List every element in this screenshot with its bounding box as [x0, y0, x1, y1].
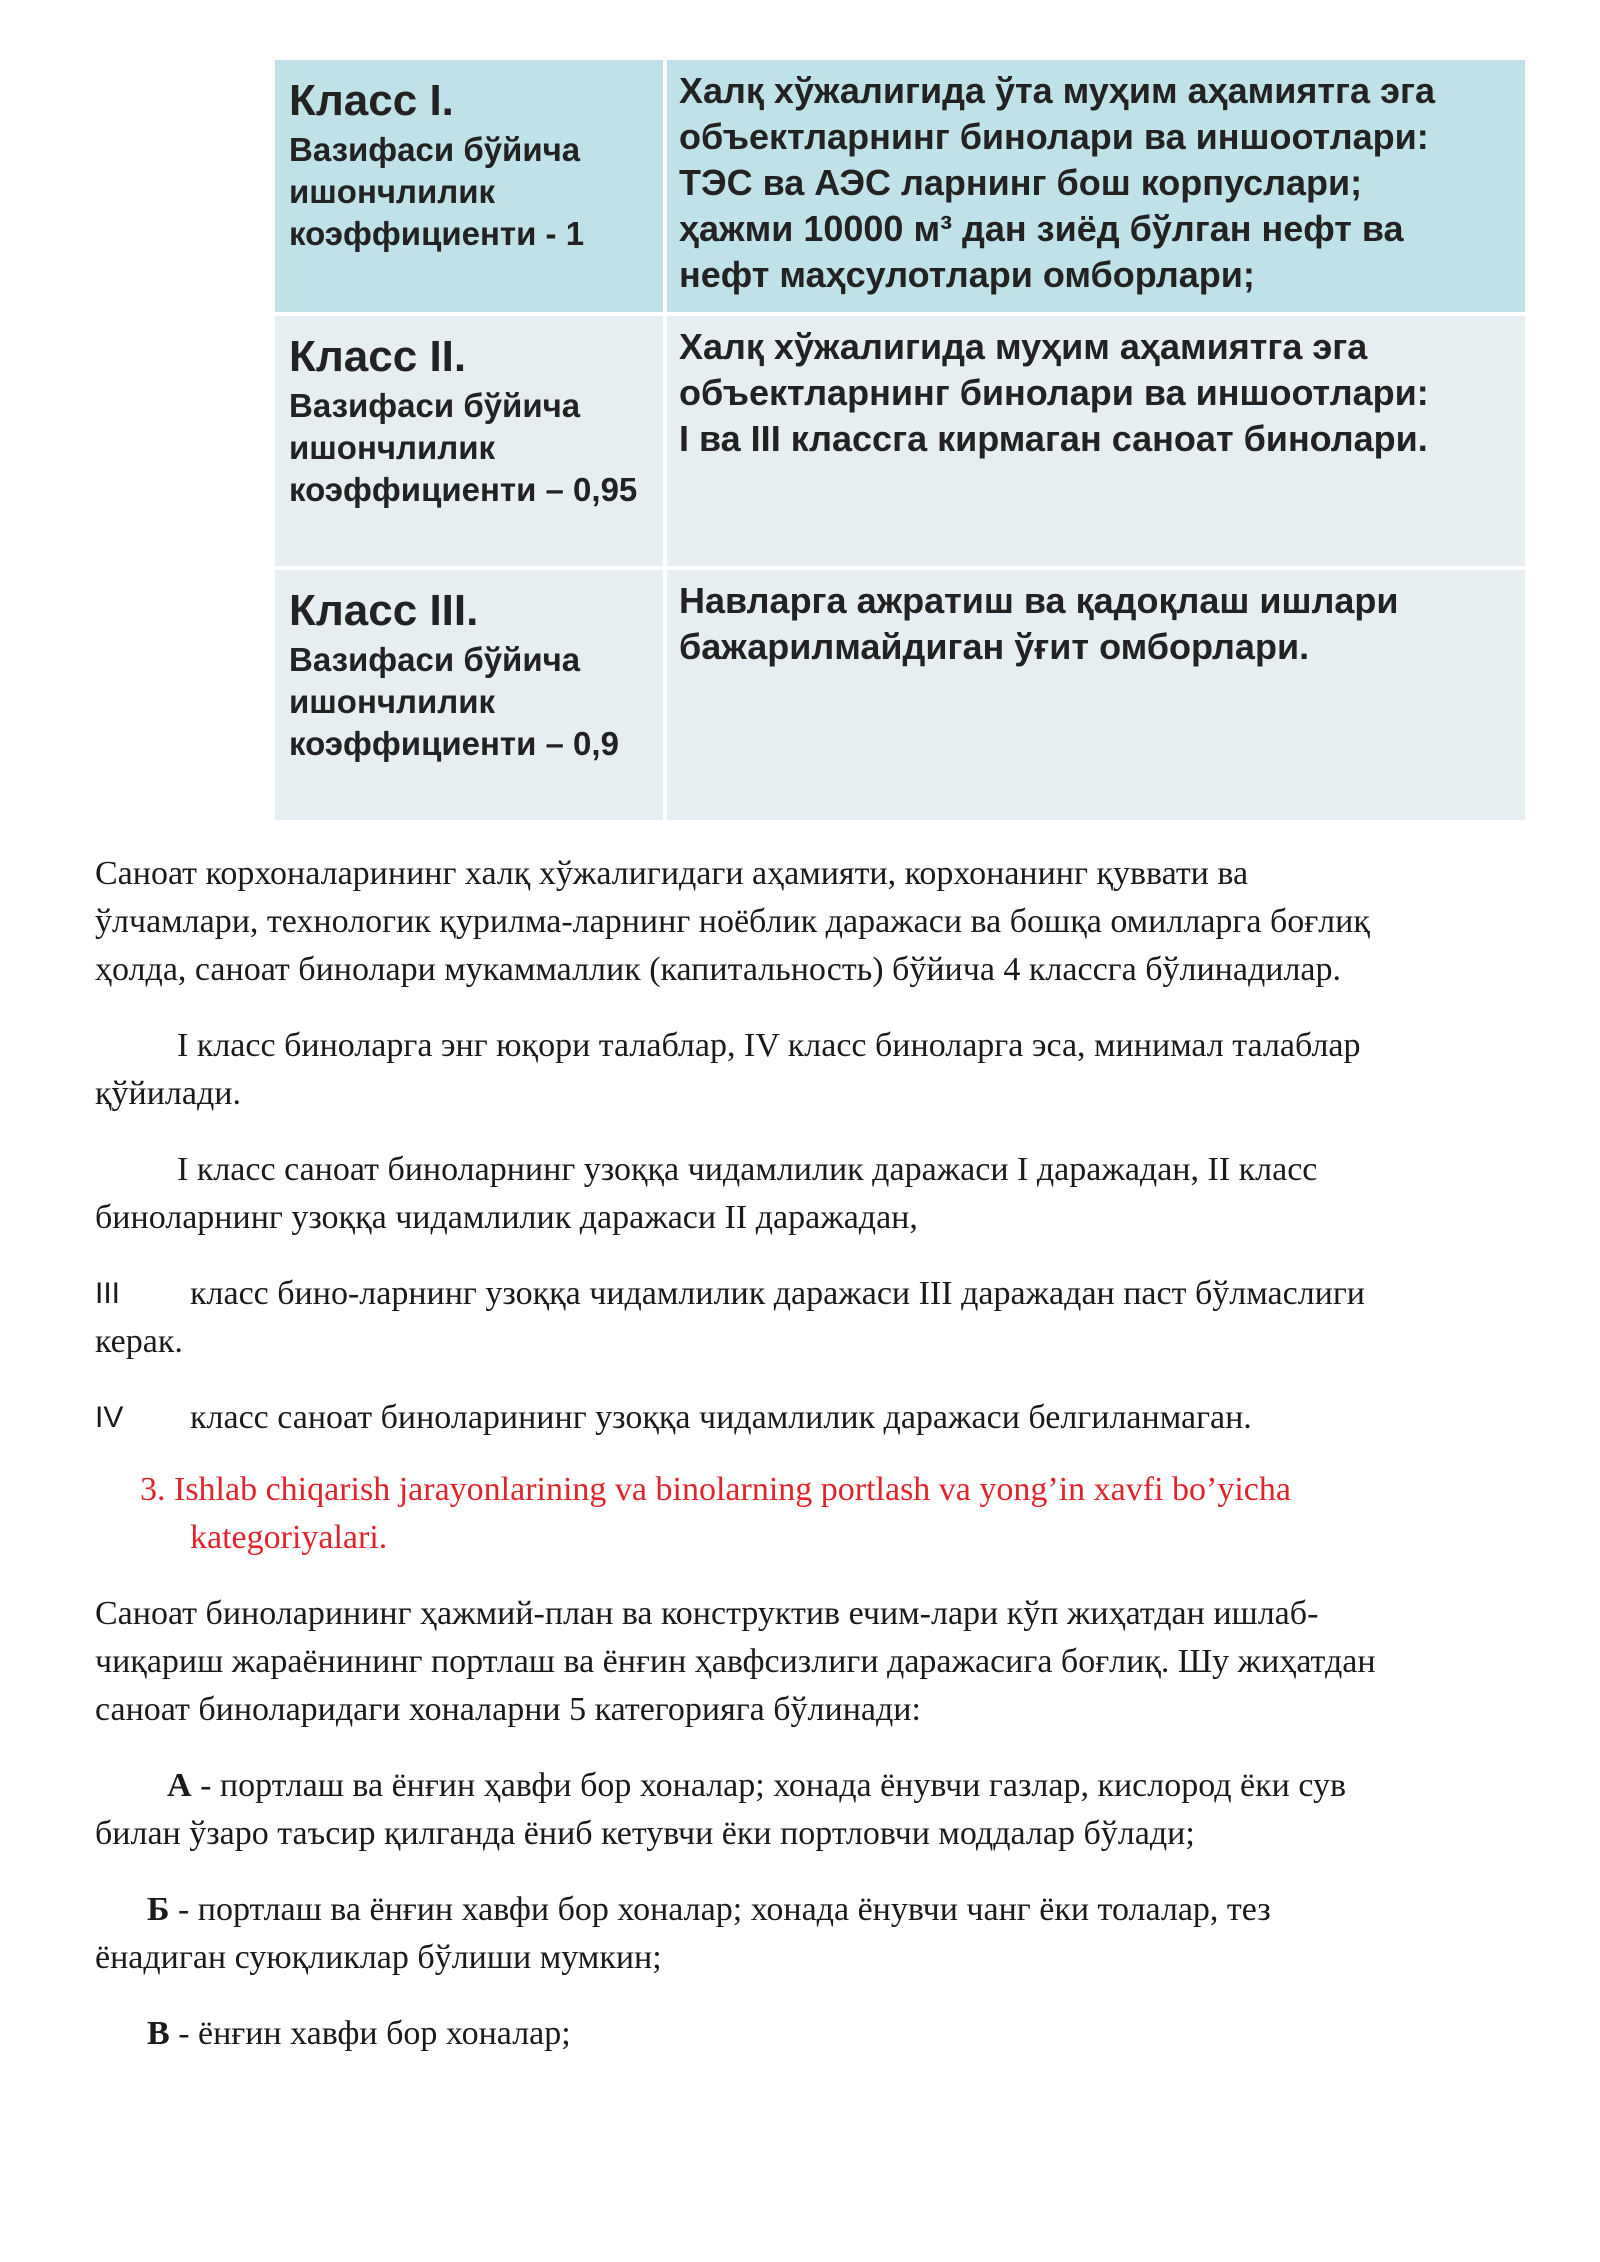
category-letter: В: [147, 2015, 170, 2052]
class-title: Класс I.: [289, 76, 454, 125]
class-description: [667, 316, 1525, 566]
text-line: қўйилади.: [95, 1075, 241, 1112]
class-cell-left: [275, 570, 667, 820]
text-line: ишончлилик: [289, 429, 496, 466]
text-line: Халқ хўжалигида муҳим аҳамиятга эга: [679, 326, 1368, 367]
class-row-1: [275, 60, 1525, 312]
list-item-class-iv: [95, 1394, 1525, 1442]
text-line: I класс саноат биноларнинг узоққа чидамлилик даражаси I даражадан, II класс: [177, 1151, 1318, 1188]
class-table: [275, 60, 1525, 820]
list-number: IV: [95, 1401, 124, 1434]
document-body: [95, 850, 1525, 2086]
list-item-class-iii: [95, 1270, 1525, 1366]
text-line: ҳолда, саноат бинолари мукаммаллик (капитальность) бўйича 4 классга бўлинадилар.: [95, 951, 1341, 988]
text-line: ўлчамлари, технологик қурилма-ларнинг ноёблик даражаси ва бошқа омилларга боғлиқ: [95, 903, 1370, 940]
class-row-2: [275, 316, 1525, 566]
class-row-3: [275, 570, 1525, 820]
text-line: - портлаш ва ёнғин хавфи бор хоналар; хонада ёнувчи чанг ёки толалар, тез: [169, 1891, 1271, 1928]
text-line: ёнадиган суюқликлар бўлиши мумкин;: [95, 1939, 662, 1976]
text-line: ишончлилик: [289, 683, 496, 720]
class-reliability: [289, 385, 663, 511]
text-line: биноларнинг узоққа чидамлилик даражаси II даражадан,: [95, 1199, 918, 1236]
category-v: [95, 2010, 1525, 2058]
heading-line: 3. Ishlab chiqarish jarayonlarining va binolarning portlash va yong’in xavfi bo’yicha: [140, 1471, 1291, 1508]
class-title: Класс II.: [289, 332, 467, 381]
text-line: ҳажми 10000 м³ дан зиёд бўлган нефт ва: [679, 208, 1404, 249]
paragraph-categories: [95, 1590, 1525, 1734]
class-description: [667, 60, 1525, 312]
text-line: Саноат корхоналарининг халқ хўжалигидаги аҳамияти, корхонанинг қуввати ва: [95, 855, 1249, 892]
class-reliability: [289, 639, 663, 765]
text-line: Вазифаси бўйича: [289, 641, 581, 678]
text-line: объектларнинг бинолари ва иншоотлари:: [679, 372, 1429, 413]
class-cell-left: [275, 60, 667, 312]
section-heading: [95, 1466, 1525, 1562]
text-line: Вазифаси бўйича: [289, 387, 581, 424]
class-title: Класс III.: [289, 586, 479, 635]
class-cell-left: [275, 316, 667, 566]
text-line: I ва III классга кирмаган саноат бинолари.: [679, 418, 1428, 459]
class-description: [667, 570, 1525, 820]
text-line: ишончлилик: [289, 173, 496, 210]
class-reliability: [289, 129, 663, 255]
text-line: I класс биноларга энг юқори талаблар, IV класс биноларга эса, минимал талаблар: [177, 1027, 1361, 1064]
text-line: Халқ хўжалигида ўта муҳим аҳамиятга эга: [679, 70, 1435, 111]
text-line: объектларнинг бинолари ва иншоотлари:: [679, 116, 1429, 157]
paragraph-classification: [95, 850, 1525, 994]
text-line: чиқариш жараёнининг портлаш ва ёнғин ҳавфсизлиги даражасига боғлиқ. Шу жиҳатдан: [95, 1643, 1376, 1680]
text-line: Навларга ажратиш ва қадоқлаш ишлари: [679, 580, 1399, 621]
paragraph-durability: [95, 1146, 1525, 1242]
category-letter: Б: [147, 1891, 170, 1928]
heading-line: kategoriyalari.: [190, 1519, 388, 1556]
text-line: Саноат биноларининг ҳажмий-план ва конструктив ечим-лари кўп жиҳатдан ишлаб-: [95, 1595, 1319, 1632]
paragraph-requirements: [95, 1022, 1525, 1118]
text-line: бажарилмайдиган ўғит омборлари.: [679, 626, 1310, 667]
text-line: - портлаш ва ёнғин ҳавфи бор хоналар; хонада ёнувчи газлар, кислород ёки сув: [191, 1767, 1347, 1804]
text-line: коэффициенти – 0,95: [289, 471, 638, 508]
text-line: класс саноат биноларининг узоққа чидамлилик даражаси белгиланмаган.: [190, 1399, 1252, 1436]
category-b: [95, 1886, 1525, 1982]
category-a: [95, 1762, 1525, 1858]
text-line: Вазифаси бўйича: [289, 131, 581, 168]
text-line: - ёнғин хавфи бор хоналар;: [169, 2015, 571, 2052]
text-line: класс бино-ларнинг узоққа чидамлилик даражаси III даражадан паст бўлмаслиги: [190, 1275, 1365, 1312]
text-line: керак.: [95, 1323, 183, 1360]
text-line: коэффициенти - 1: [289, 215, 585, 252]
text-line: нефт маҳсулотлари омборлари;: [679, 254, 1255, 295]
category-letter: А: [167, 1767, 192, 1804]
text-line: ТЭС ва АЭС ларнинг бош корпуслари;: [679, 162, 1363, 203]
text-line: билан ўзаро таъсир қилганда ёниб кетувчи ёки портловчи моддалар бўлади;: [95, 1815, 1195, 1852]
text-line: саноат биноларидаги хоналарни 5 категорияга бўлинади:: [95, 1691, 921, 1728]
list-number: III: [95, 1277, 121, 1310]
text-line: коэффициенти – 0,9: [289, 725, 619, 762]
